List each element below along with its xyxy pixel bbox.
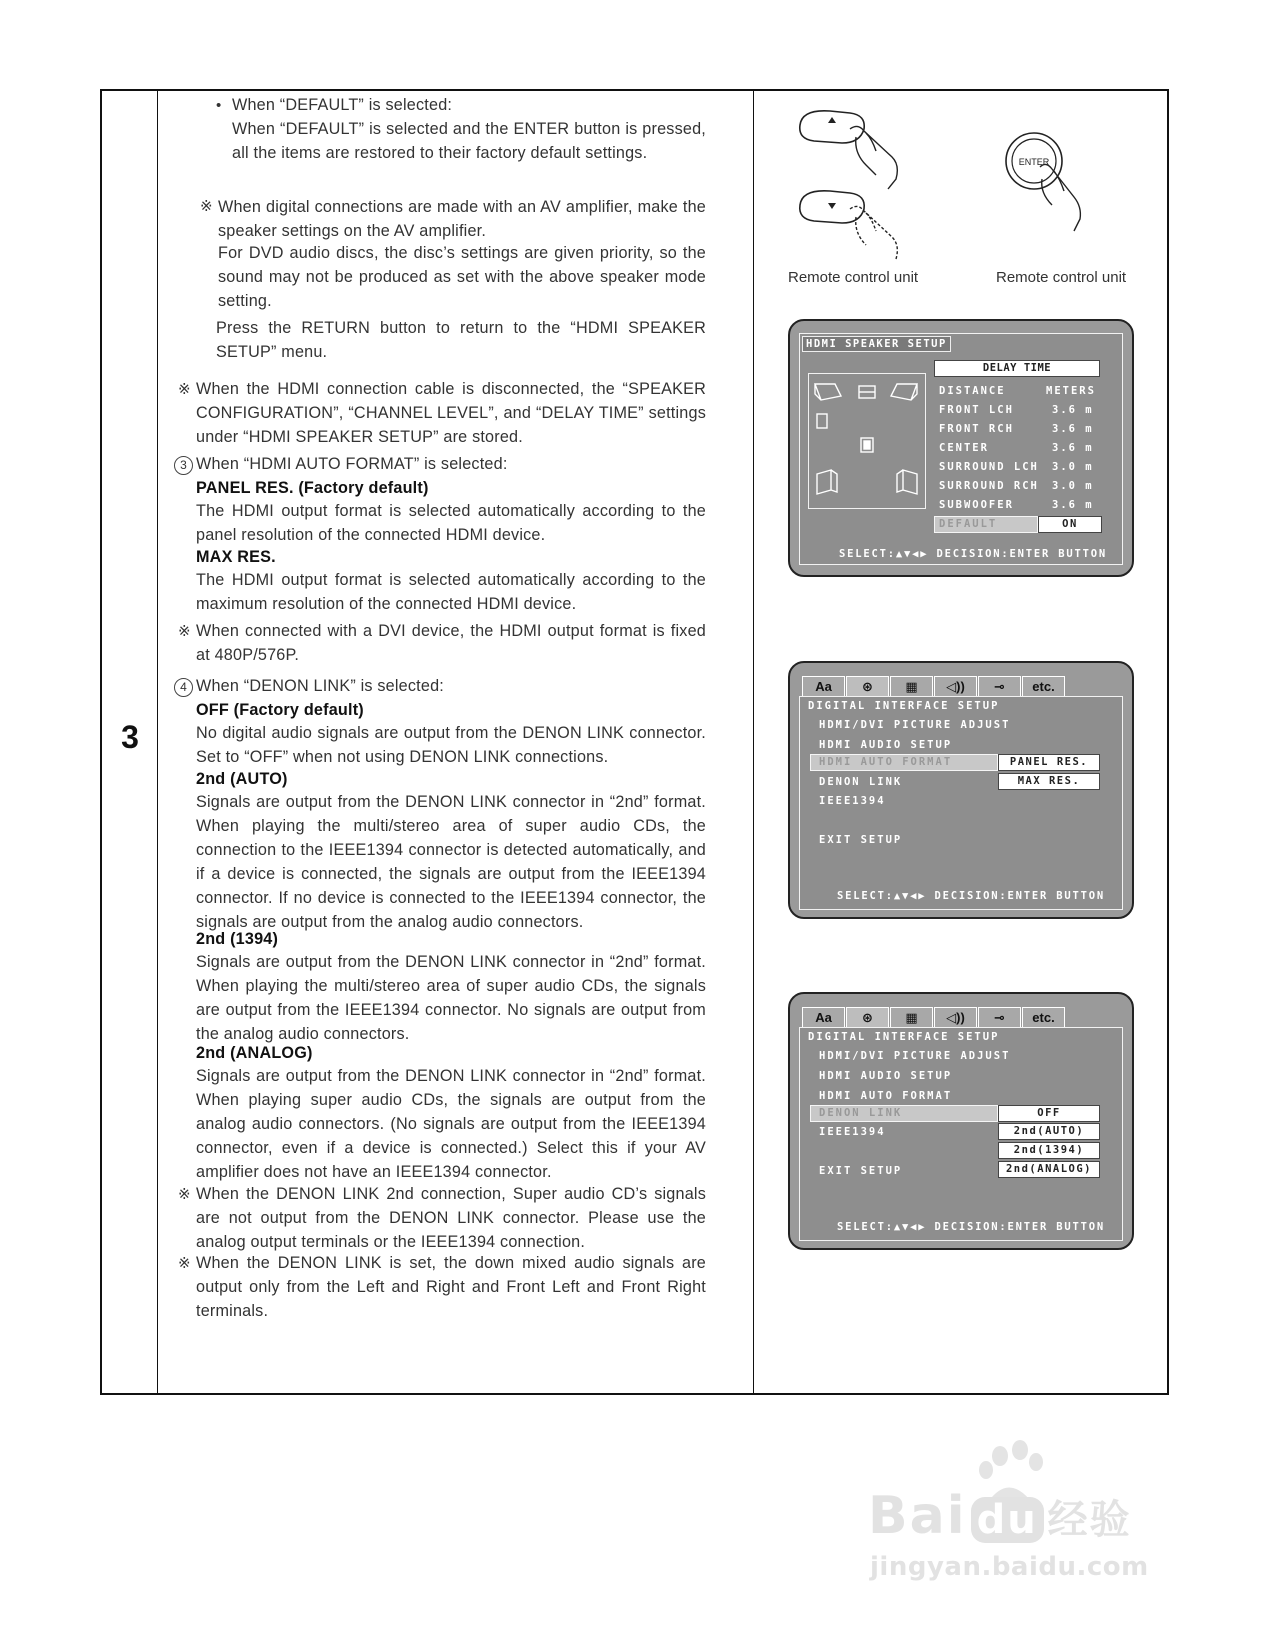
off-heading: OFF (Factory default) [196,701,364,719]
analog-body: Signals are output from the DENON LINK connector in “2nd” format. When playing super audio CDs, the signals are output from the analog audio connectors. (No signals are output from the IEEE1394 connector, even if a device is connected.) Select this if your AV amplifier does not have an IEEE1394 connector. [196,1067,706,1181]
baidu-watermark [868,1440,1198,1590]
language-tab-icon[interactable]: Aa [802,1007,845,1027]
s1394-body: Signals are output from the DENON LINK connector in “2nd” format. When playing the multi/stereo area of super audio CDs, the signals are output from the IEEE1394 connector. No signals are output from the analog audio connectors. [196,953,706,1043]
step-column [102,91,158,1393]
remote-updown-illustration [792,103,932,263]
osd2-menu-item-selected[interactable]: HDMI AUTO FORMAT [810,754,998,771]
default-body: When “DEFAULT” is selected and the ENTER button is pressed, all the items are restored to their factory default settings. [232,120,706,162]
osd1-row-value: 3.6 m [1052,442,1094,454]
note-marker: ※ [200,198,213,215]
osd1-row-name: SURROUND LCH [939,461,1039,473]
watermark-brand2: du [971,1497,1044,1543]
step-number: 3 [121,719,139,755]
panel-res-body: The HDMI output format is selected automatically according to the panel resolution of the connected HDMI device. [196,502,706,544]
caption-right: Remote control unit [996,269,1127,286]
note-2nd: When the DENON LINK 2nd connection, Super audio CD’s signals are not output from the DENON LINK connector. Please use the analog output terminals or the IEEE1394 connection. [196,1185,706,1251]
osd3-menu-item[interactable]: HDMI AUTO FORMAT [819,1090,953,1102]
osd1-header: DELAY TIME [934,360,1100,377]
press-return: Press the RETURN button to return to the “HDMI SPEAKER SETUP” menu. [216,319,706,361]
audio-tab-icon[interactable]: ⊛ [846,676,889,696]
osd1-title: HDMI SPEAKER SETUP [802,336,951,352]
note-marker: ※ [178,623,191,640]
osd2-exit[interactable]: EXIT SETUP [819,834,903,846]
key-tab-icon[interactable]: ⊸ [978,1007,1021,1027]
caption-left: Remote control unit [788,269,919,286]
osd2-menu-item[interactable]: IEEE1394 [819,795,886,807]
default-title: When “DEFAULT” is selected: [232,96,453,114]
analog-heading: 2nd (ANALOG) [196,1044,313,1062]
osd3-option[interactable]: 2nd(1394) [998,1142,1100,1159]
max-res-heading: MAX RES. [196,548,276,566]
surround-right-speaker-icon [897,470,917,494]
note-downmix: When the DENON LINK is set, the down mixed audio signals are output only from the Left and Right and Front Left and Front Right terminals. [196,1254,706,1320]
osd2-menu-item[interactable]: HDMI/DVI PICTURE ADJUST [819,719,1011,731]
front-right-speaker-icon [891,384,917,400]
etc-tab[interactable]: etc. [1022,1007,1065,1027]
text-column [158,91,754,1393]
etc-tab[interactable]: etc. [1022,676,1065,696]
video-tab-icon[interactable]: ▦ [890,1007,933,1027]
osd3-menu-item-selected[interactable]: DENON LINK [810,1105,998,1122]
osd1-row-value: 3.0 m [1052,480,1094,492]
note-hdmi-cable: When the HDMI connection cable is disconnected, the “SPEAKER CONFIGURATION”, “CHANNEL LEVEL”, and “DELAY TIME” settings under “HDMI SPEAKER SETUP” are stored. [196,380,706,446]
osd3-option[interactable]: 2nd(AUTO) [998,1123,1100,1140]
osd2-tabs [802,676,1066,696]
note-marker: ※ [178,381,191,398]
note-dvi: When connected with a DVI device, the HDMI output format is fixed at 480P/576P. [196,622,706,664]
osd3-option[interactable]: 2nd(ANALOG) [998,1161,1100,1178]
osd-digital-interface-auto-format [788,661,1134,919]
item3-title: When “HDMI AUTO FORMAT” is selected: [196,455,508,473]
surround-left-speaker-icon [817,470,837,494]
osd1-row-value: 3.0 m [1052,461,1094,473]
watermark-cn: 经验 [1047,1497,1132,1543]
osd2-footer: SELECT:▲▼◀▶ DECISION:ENTER BUTTON [837,890,1106,902]
illustration-column [754,91,1169,1393]
language-tab-icon[interactable]: Aa [802,676,845,696]
osd1-col2: METERS [1046,385,1096,397]
svg-text:ENTER: ENTER [1018,157,1050,167]
osd3-tabs [802,1007,1066,1027]
osd3-option[interactable]: OFF [998,1105,1100,1122]
osd2-option[interactable]: PANEL RES. [998,754,1100,771]
watermark-brand: Bai [868,1486,967,1546]
osd1-footer: SELECT:▲▼◀▶ DECISION:ENTER BUTTON [839,548,1108,560]
item4-title: When “DENON LINK” is selected: [196,677,444,695]
osd-digital-interface-denon-link [788,992,1134,1250]
auto-body: Signals are output from the DENON LINK connector in “2nd” format. When playing the multi/stereo area of super audio CDs, the connection to the IEEE1394 connector is detected automatically, and if a device is connected, the signals are output from the IEEE1394 connector. If no device is connected to the IEEE1394 connector, the signals are output from the analog audio connectors. [196,793,706,931]
front-left-speaker-icon [815,384,841,400]
osd3-menu-item[interactable]: HDMI/DVI PICTURE ADJUST [819,1050,1011,1062]
osd1-row-name: SURROUND RCH [939,480,1039,492]
osd2-option[interactable]: MAX RES. [998,773,1100,790]
instruction-table [100,89,1169,1395]
remote-enter-illustration [994,121,1134,261]
note-dvd: For DVD audio discs, the disc’s settings are given priority, so the sound may not be produced as set with the above speaker mode setting. [218,244,706,310]
watermark-url: jingyan.baidu.com [870,1552,1149,1582]
video-tab-icon[interactable]: ▦ [890,676,933,696]
speaker-tab-icon[interactable]: ◁)) [934,676,977,696]
audio-tab-icon[interactable]: ⊛ [846,1007,889,1027]
osd1-row-value: 3.6 m [1052,423,1094,435]
osd3-footer: SELECT:▲▼◀▶ DECISION:ENTER BUTTON [837,1221,1106,1233]
osd3-menu-item[interactable]: HDMI AUDIO SETUP [819,1070,953,1082]
s1394-heading: 2nd (1394) [196,930,279,948]
auto-heading: 2nd (AUTO) [196,770,288,788]
osd1-row-name: CENTER [939,442,989,454]
osd3-exit[interactable]: EXIT SETUP [819,1165,903,1177]
panel-res-heading: PANEL RES. (Factory default) [196,479,429,497]
osd2-title: DIGITAL INTERFACE SETUP [808,700,1000,712]
bullet-dot: • [216,97,222,114]
osd3-title: DIGITAL INTERFACE SETUP [808,1031,1000,1043]
osd1-col1: DISTANCE [939,385,1006,397]
osd1-row-name: SUBWOOFER [939,499,1014,511]
key-tab-icon[interactable]: ⊸ [978,676,1021,696]
off-body: No digital audio signals are output from the DENON LINK connector. Set to “OFF” when not using DENON LINK connections. [196,724,706,766]
osd1-default-value[interactable]: ON [1038,516,1102,533]
osd2-menu-item[interactable]: HDMI AUDIO SETUP [819,739,953,751]
osd1-row-value: 3.6 m [1052,499,1094,511]
note-digital: When digital connections are made with an AV amplifier, make the speaker settings on the AV amplifier. [218,198,706,240]
speaker-layout-diagram [808,373,926,509]
note-marker: ※ [178,1186,191,1203]
subwoofer-icon [817,414,827,428]
osd1-default-item[interactable]: DEFAULT [934,516,1038,533]
osd2-menu-item[interactable]: DENON LINK [819,776,903,788]
item-number-3: 3 [174,456,193,475]
osd1-row-name: FRONT RCH [939,423,1014,435]
max-res-body: The HDMI output format is selected automatically according to the maximum resolution of the connected HDMI device. [196,571,706,613]
osd1-row-name: FRONT LCH [939,404,1014,416]
speaker-tab-icon[interactable]: ◁)) [934,1007,977,1027]
note-marker: ※ [178,1255,191,1272]
osd-hdmi-speaker-setup [788,319,1134,577]
osd1-row-value: 3.6 m [1052,404,1094,416]
osd3-menu-item[interactable]: IEEE1394 [819,1126,886,1138]
item-number-4: 4 [174,678,193,697]
